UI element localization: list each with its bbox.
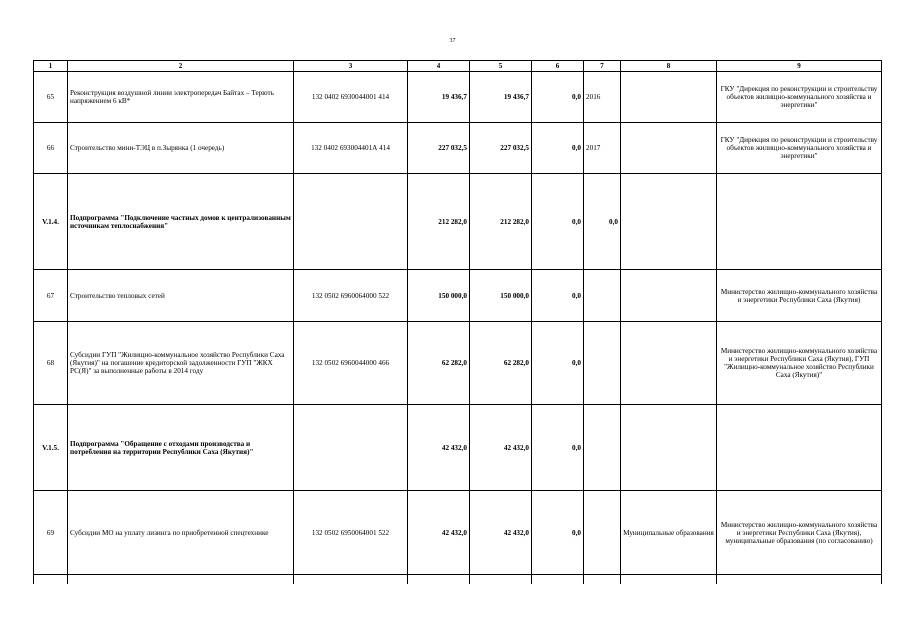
row-col5: 42 432,0 <box>470 491 532 575</box>
row-total: 42 432,0 <box>408 405 470 491</box>
row-total: 62 282,0 <box>408 322 470 405</box>
row-code: 132 0402 693004401А 414 <box>294 123 408 174</box>
row-number: 67 <box>34 270 68 322</box>
empty-cell <box>34 575 68 585</box>
header-cell: 2 <box>68 61 294 72</box>
header-cell: 4 <box>408 61 470 72</box>
table-row-partial <box>34 575 882 585</box>
row-number: 68 <box>34 322 68 405</box>
row-col5: 212 282,0 <box>470 174 532 270</box>
row-year <box>584 405 621 491</box>
empty-cell <box>621 575 717 585</box>
row-code: 132 0402 6930044001 414 <box>294 72 408 123</box>
row-code <box>294 174 408 270</box>
row-total: 227 032,5 <box>408 123 470 174</box>
header-cell: 1 <box>34 61 68 72</box>
row-col5: 62 282,0 <box>470 322 532 405</box>
row-year: 2016 <box>584 72 621 123</box>
row-number: 69 <box>34 491 68 575</box>
row-partner <box>621 322 717 405</box>
row-name: Строительство тепловых сетей <box>68 270 294 322</box>
row-code: 132 0502 6960044000 466 <box>294 322 408 405</box>
header-cell: 7 <box>584 61 621 72</box>
empty-cell <box>470 575 532 585</box>
page-number: 37 <box>449 38 456 44</box>
row-total: 42 432,0 <box>408 491 470 575</box>
row-col5: 227 032,5 <box>470 123 532 174</box>
row-year: 2017 <box>584 123 621 174</box>
row-col6: 0,0 <box>532 270 584 322</box>
header-row <box>34 61 882 72</box>
subprogram-row <box>34 174 882 270</box>
row-total: 150 000,0 <box>408 270 470 322</box>
row-name: Строительство мини-ТЭЦ в п.Зырянка (1 очередь) <box>68 123 294 174</box>
row-name: Подпрограмма "Подключение частных домов к централизованным источникам теплоснабжения" <box>68 174 294 270</box>
row-number: 66 <box>34 123 68 174</box>
empty-cell <box>532 575 584 585</box>
header-cell: 3 <box>294 61 408 72</box>
row-total: 19 436,7 <box>408 72 470 123</box>
header-cell: 5 <box>470 61 532 72</box>
row-partner <box>621 270 717 322</box>
row-partner <box>621 405 717 491</box>
row-executor: ГКУ "Дирекция по реконструкции и строительству объектов жилищно-коммунального хозяйства и энергетики" <box>717 123 882 174</box>
row-executor: Министерство жилищно-коммунального хозяйства и энергетики Республики Саха (Якутия), ГУП "Жилищно-коммунальное хозяйство Республики Саха (Якутия)" <box>717 322 882 405</box>
row-name: Подпрограмма "Обращение с отходами производства и потребления на территории Республики Саха (Якутия)" <box>68 405 294 491</box>
header-cell: 6 <box>532 61 584 72</box>
row-code: 132 0502 6950064001 522 <box>294 491 408 575</box>
budget-table <box>33 60 882 584</box>
row-partner <box>621 174 717 270</box>
table-row <box>34 72 882 123</box>
row-executor <box>717 405 882 491</box>
header-cell: 9 <box>717 61 882 72</box>
table-row <box>34 491 882 575</box>
empty-cell <box>408 575 470 585</box>
row-col6: 0,0 <box>532 123 584 174</box>
row-col5: 19 436,7 <box>470 72 532 123</box>
row-number: V.1.5. <box>34 405 68 491</box>
table-row <box>34 270 882 322</box>
row-col6: 0,0 <box>532 174 584 270</box>
empty-cell <box>68 575 294 585</box>
empty-cell <box>717 575 882 585</box>
row-col5: 150 000,0 <box>470 270 532 322</box>
row-col6: 0,0 <box>532 405 584 491</box>
row-executor <box>717 174 882 270</box>
row-col5: 42 432,0 <box>470 405 532 491</box>
row-name: Реконструкция воздушной линии электропередач Байтах – Терють напряжением 6 кВ* <box>68 72 294 123</box>
row-name: Субсидии МО на уплату лизинга по приобретенной спецтехнике <box>68 491 294 575</box>
row-year <box>584 322 621 405</box>
row-partner <box>621 72 717 123</box>
subprogram-row <box>34 405 882 491</box>
row-year <box>584 491 621 575</box>
row-number: 65 <box>34 72 68 123</box>
row-col6: 0,0 <box>532 491 584 575</box>
row-executor: Министерство жилищно-коммунального хозяйства и энергетики Республики Саха (Якутия) <box>717 270 882 322</box>
row-col6: 0,0 <box>532 72 584 123</box>
row-year: 0,0 <box>584 174 621 270</box>
row-code: 132 0502 6960064000 522 <box>294 270 408 322</box>
row-partner <box>621 123 717 174</box>
row-name: Субсидии ГУП "Жилищно-коммунальное хозяйство Республики Саха (Якутия)" на погашение кредиторской задолженности ГУП "ЖКХ РС(Я)" за выполненные работы в 2014 году <box>68 322 294 405</box>
row-executor: Министерство жилищно-коммунального хозяйства и энергетики Республики Саха (Якутия), муниципальные образования (по согласованию) <box>717 491 882 575</box>
row-col6: 0,0 <box>532 322 584 405</box>
row-code <box>294 405 408 491</box>
table-row <box>34 123 882 174</box>
row-executor: ГКУ "Дирекция по реконструкции и строительству объектов жилищно-коммунального хозяйства и энергетики" <box>717 72 882 123</box>
header-cell: 8 <box>621 61 717 72</box>
row-number: V.1.4. <box>34 174 68 270</box>
empty-cell <box>584 575 621 585</box>
row-year <box>584 270 621 322</box>
empty-cell <box>294 575 408 585</box>
table-row <box>34 322 882 405</box>
row-total: 212 282,0 <box>408 174 470 270</box>
row-partner: Муниципальные образования <box>621 491 717 575</box>
